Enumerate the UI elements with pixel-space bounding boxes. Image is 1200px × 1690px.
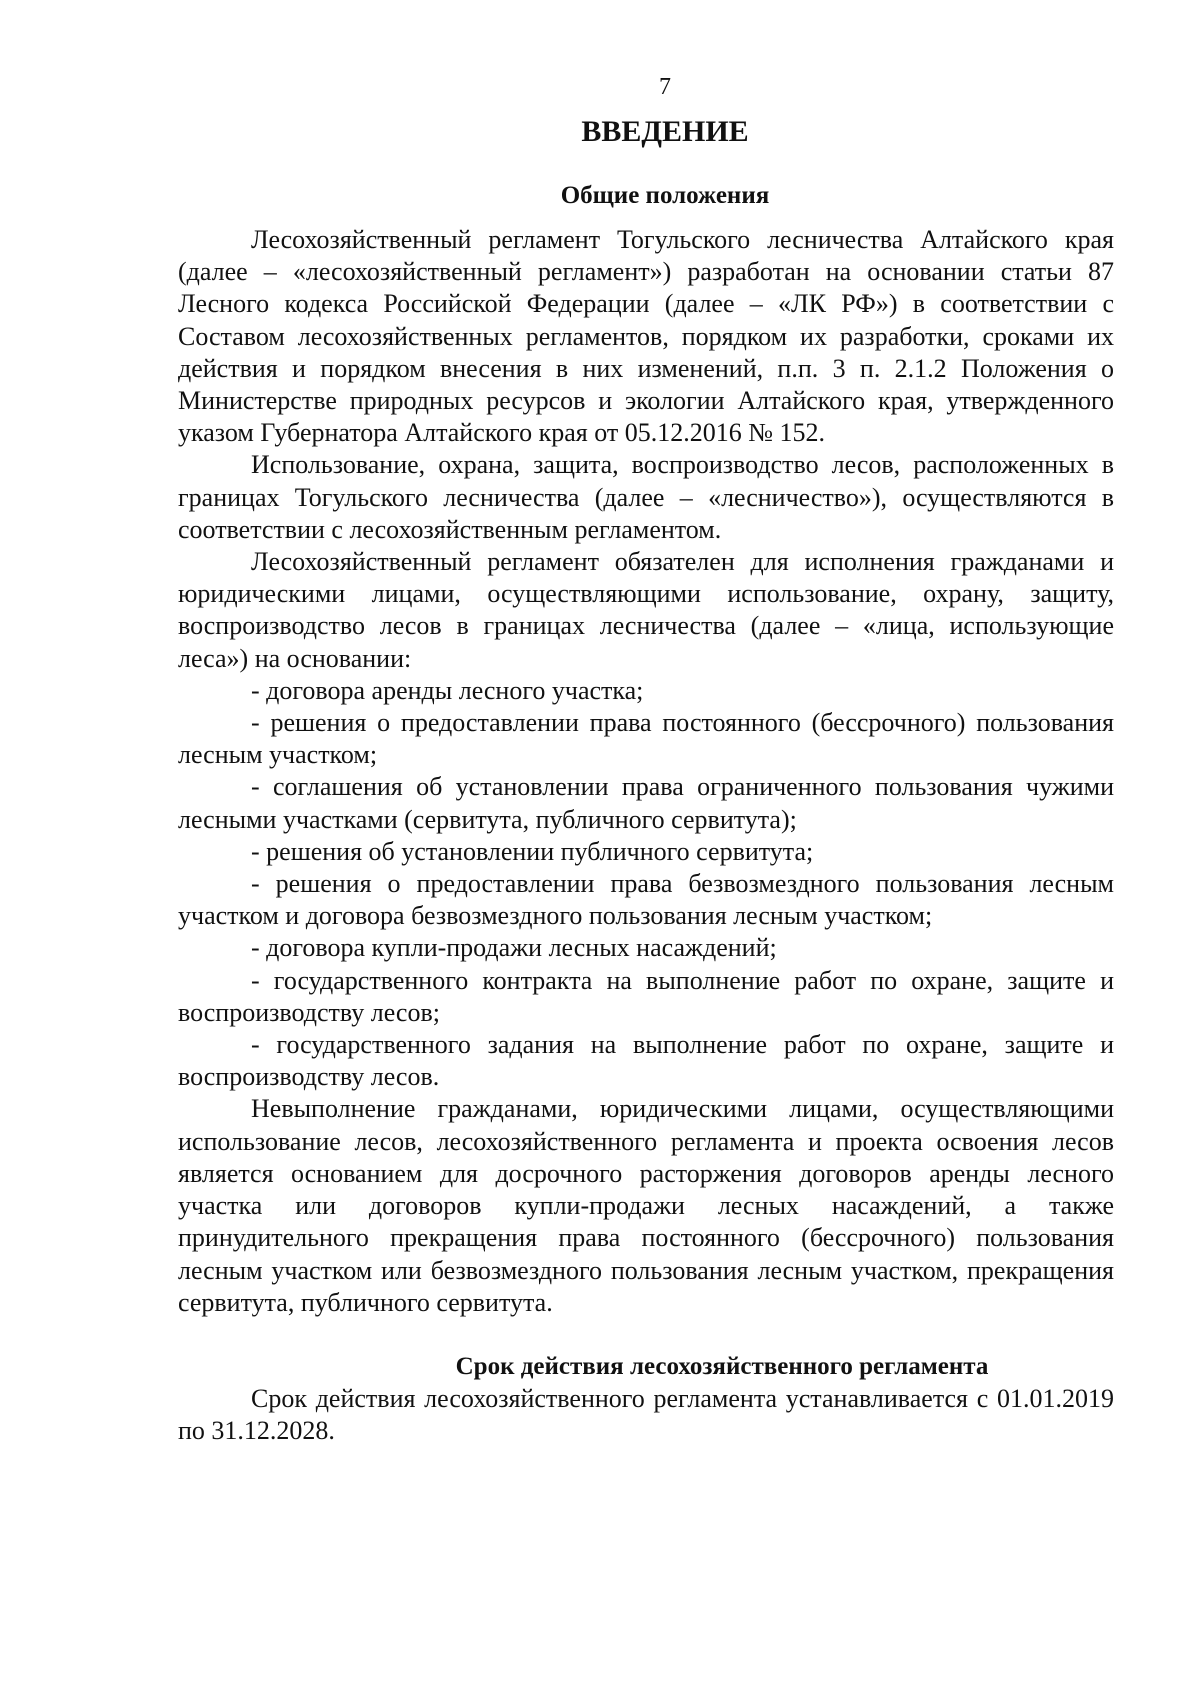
list-item: - решения о предоставлении права безвозмездного пользования лесным участком и договора безвозмездного пользования лесным участком; xyxy=(178,869,1114,931)
document-body xyxy=(178,224,1114,1447)
list-item: - решения об установлении публичного сервитута; xyxy=(251,836,814,866)
paragraph-obligation: Лесохозяйственный регламент обязателен для исполнения гражданами и юридическими лицами, осуществляющими использование, охрану, защиту, воспроизводство лесов в границах лесничества (далее – «лица, использующие леса») на основании: xyxy=(178,547,1114,673)
paragraph-intro: Лесохозяйственный регламент Тогульского лесничества Алтайского края (далее – «лесохозяйственный регламент») разработан на основании статьи 87 Лесного кодекса Российской Федерации (далее – «ЛК РФ») в соответствии с Составом лесохозяйственных регламентов, порядком их разработки, сроками их действия и порядком внесения в них изменений, п.п. 3 п. 2.1.2 Положения о Министерстве природных ресурсов и экологии Алтайского края, утвержденного указом Губернатора Алтайского края от 05.12.2016 № 152. xyxy=(178,225,1114,448)
main-title: ВВЕДЕНИЕ xyxy=(581,115,749,148)
paragraph-term: Срок действия лесохозяйственного регламента устанавливается с 01.01.2019 по 31.12.2028. xyxy=(178,1383,1114,1446)
list-item: - государственного контракта на выполнение работ по охране, защите и воспроизводству лесов; xyxy=(178,965,1114,1027)
list-item: - государственного задания на выполнение работ по охране, защите и воспроизводству лесов. xyxy=(178,1030,1114,1092)
section-title-term: Срок действия лесохозяйственного регламента xyxy=(455,1352,989,1380)
paragraph-usage: Использование, охрана, защита, воспроизводство лесов, расположенных в границах Тогульского лесничества (далее – «лесничество»), осуществляются в соответствии с лесохозяйственным регламентом. xyxy=(178,450,1114,544)
section-title-general: Общие положения xyxy=(560,182,770,209)
list-item: - договора купли-продажи лесных насаждений; xyxy=(251,933,777,963)
list-item: - решения о предоставлении права постоянного (бессрочного) пользования лесным участком; xyxy=(178,708,1114,770)
list-item: - соглашения об установлении права ограниченного пользования чужими лесными участками (сервитута, публичного сервитута); xyxy=(178,772,1114,834)
paragraph-non-compliance: Невыполнение гражданами, юридическими лицами, осуществляющими использование лесов, лесохозяйственного регламента и проекта освоения лесов является основанием для досрочного расторжения договоров аренды лесного участка или договоров купли-продажи лесных насаждений, а также принудительного прекращения права постоянного (бессрочного) пользования лесным участком или безвозмездного пользования лесным участком, прекращения сервитута, публичного сервитута. xyxy=(178,1094,1114,1317)
list-item: - договора аренды лесного участка; xyxy=(251,675,644,705)
page-number: 7 xyxy=(659,74,671,100)
